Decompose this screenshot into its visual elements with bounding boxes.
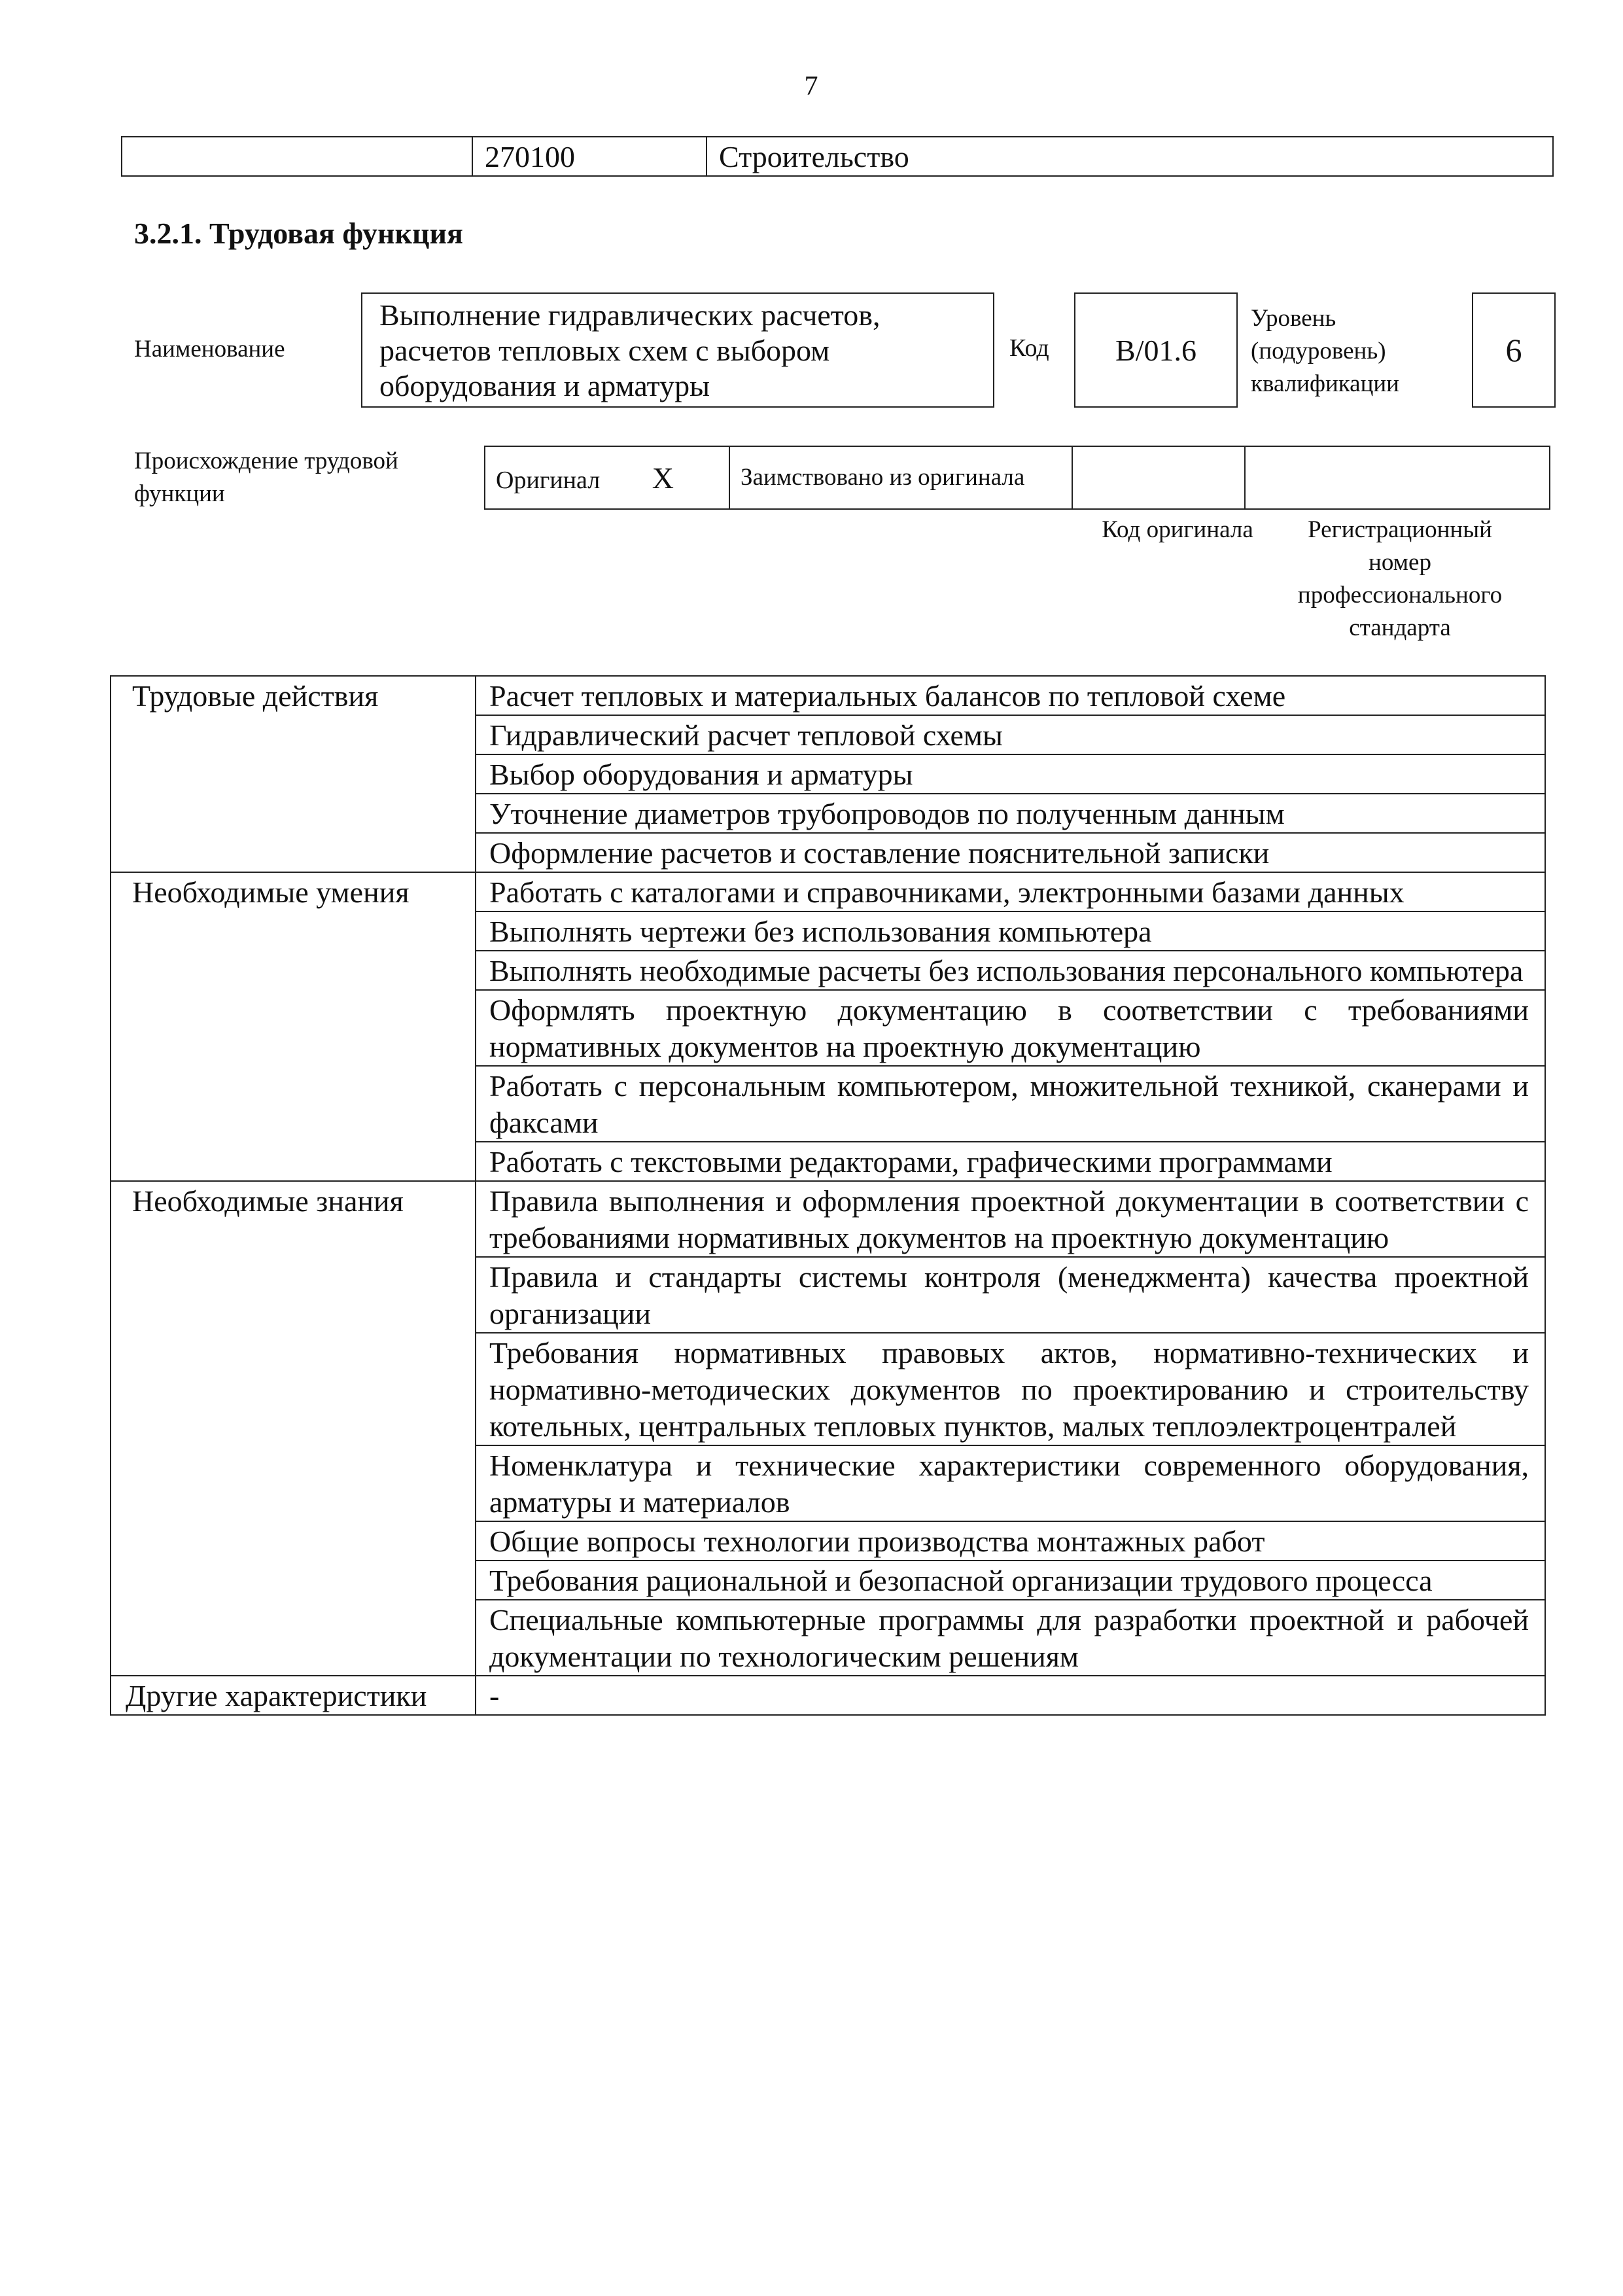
original-code-caption: Код оригинала — [1102, 516, 1253, 543]
section-item-cell: Общие вопросы технологии производства монтажных работ — [476, 1521, 1545, 1561]
section-category-cell: Трудовые действия — [111, 676, 476, 872]
function-details-table — [110, 675, 1546, 1716]
table-row — [111, 1676, 1545, 1715]
origin-table — [484, 446, 1550, 510]
original-code-cell — [1072, 446, 1245, 509]
section-item-cell: Оформление расчетов и составление пояснительной записки — [476, 833, 1545, 872]
okso-name-cell: Строительство — [707, 137, 1553, 176]
table-row — [485, 446, 1550, 509]
page-number: 7 — [804, 71, 818, 101]
section-item-cell: Уточнение диаметров трубопроводов по полученным данным — [476, 794, 1545, 833]
section-item-cell: Правила выполнения и оформления проектной документации в соответствии с требованиями нормативных документов на проектную документацию — [476, 1181, 1545, 1257]
section-item-cell: Требования нормативных правовых актов, нормативно-технических и нормативно-методических документов по проектированию и строительству котельных, центральных тепловых пунктов, малых теплоэлектроцентралей — [476, 1333, 1545, 1445]
section-item-cell: Оформлять проектную документацию в соответствии с требованиями нормативных документов на проектную документацию — [476, 990, 1545, 1066]
section-title: 3.2.1. Трудовая функция — [134, 217, 463, 250]
borrowed-cell: Заимствовано из оригинала — [729, 446, 1072, 509]
section-item-cell: Работать с персональным компьютером, множительной техникой, сканерами и факсами — [476, 1066, 1545, 1142]
blank-cell — [122, 137, 472, 176]
section-item-cell: Выполнять чертежи без использования компьютера — [476, 911, 1545, 951]
table-row — [111, 676, 1545, 715]
table-row — [111, 1181, 1545, 1257]
original-label: Оригинал — [496, 466, 601, 494]
section-item-cell: Правила и стандарты системы контроля (менеджмента) качества проектной организации — [476, 1257, 1545, 1333]
code-label: Код — [1009, 334, 1049, 362]
name-label: Наименование — [134, 336, 285, 362]
section-item-cell: Работать с текстовыми редакторами, графическими программами — [476, 1142, 1545, 1181]
function-code-box: B/01.6 — [1074, 292, 1238, 408]
section-item-cell: Работать с каталогами и справочниками, электронными базами данных — [476, 872, 1545, 911]
okso-code-cell: 270100 — [472, 137, 707, 176]
reg-number-cell — [1245, 446, 1550, 509]
section-category-cell: Необходимые знания — [111, 1181, 476, 1676]
section-item-cell: Требования рациональной и безопасной организации трудового процесса — [476, 1561, 1545, 1600]
original-mark: X — [652, 461, 674, 495]
occupation-code-table — [121, 136, 1554, 177]
qualification-level-box: 6 — [1472, 292, 1556, 408]
reg-number-caption: Регистрационный номер профессионального стандарта — [1297, 516, 1503, 641]
section-item-cell: Гидравлический расчет тепловой схемы — [476, 715, 1545, 754]
section-category-cell: Необходимые умения — [111, 872, 476, 1181]
original-cell — [485, 446, 729, 509]
table-row — [111, 872, 1545, 911]
section-item-cell: Выбор оборудования и арматуры — [476, 754, 1545, 794]
origin-label: Происхождение трудовой функции — [134, 448, 398, 507]
qualification-level-label: Уровень (подуровень) квалификации — [1251, 305, 1399, 397]
section-item-cell: Специальные компьютерные программы для разработки проектной и рабочей документации по технологическим решениям — [476, 1600, 1545, 1676]
section-category-cell: Другие характеристики — [111, 1676, 476, 1715]
section-item-cell: Расчет тепловых и материальных балансов по тепловой схеме — [476, 676, 1545, 715]
section-item-cell: Номенклатура и технические характеристики современного оборудования, арматуры и материалов — [476, 1445, 1545, 1521]
section-item-cell: Выполнять необходимые расчеты без использования персонального компьютера — [476, 951, 1545, 990]
function-name-box: Выполнение гидравлических расчетов, расчетов тепловых схем с выбором оборудования и арматуры — [361, 292, 994, 408]
table-row — [122, 137, 1553, 176]
section-item-cell: - — [476, 1676, 1545, 1715]
